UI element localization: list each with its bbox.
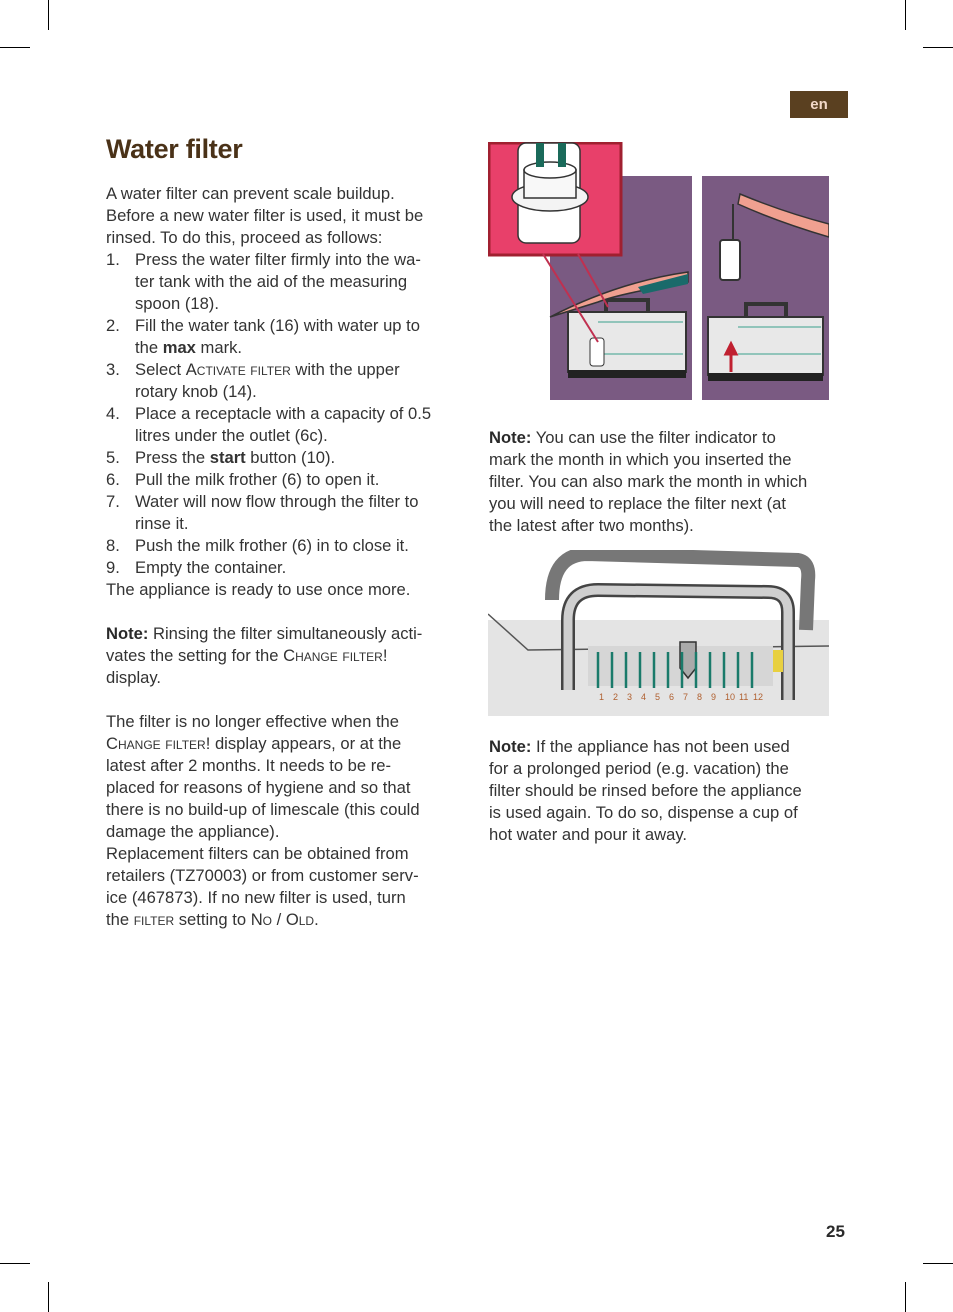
paragraph-text: ice (467873). If no new filter is used, turn (106, 888, 406, 907)
step-item (106, 535, 468, 557)
filter-month-indicator-illustration (488, 550, 829, 716)
step-text: Place a receptacle with a capacity of 0.5 (135, 404, 432, 423)
note-text: you will need to replace the filter next (at (489, 494, 787, 513)
note-text: mark the month in which you inserted the (489, 450, 792, 469)
setting-value: No / Old (250, 910, 315, 929)
note-text: If the appliance has not been used (531, 737, 790, 756)
step-text: litres under the outlet (6c). (135, 426, 328, 445)
crop-mark (48, 0, 49, 30)
step-number: 6. (106, 470, 120, 489)
note-label: Note: (106, 624, 149, 643)
crop-mark (0, 47, 30, 48)
step-number: 4. (106, 404, 120, 423)
note-text: filter should be rinsed before the appliance (489, 781, 802, 800)
step-text: Select (135, 360, 186, 379)
step-item (106, 469, 468, 491)
step-text: ter tank with the aid of the measuring (135, 272, 408, 291)
note-text: display. (106, 668, 162, 687)
rinse-steps-list (106, 249, 468, 579)
display-message-name: Change filter! (283, 646, 388, 665)
crop-mark (923, 1263, 953, 1264)
note-text: the latest after two months). (489, 516, 694, 535)
step-text: Press the (135, 448, 210, 467)
language-tab: en (790, 91, 848, 118)
step-item (106, 403, 468, 447)
display-setting-name: Activate filter (185, 360, 291, 379)
step-text: button (10). (245, 448, 336, 467)
step-item (106, 249, 468, 315)
paragraph-text: placed for reasons of hygiene and so that (106, 778, 411, 797)
water-tank-left (568, 300, 686, 378)
step-number: 3. (106, 360, 120, 379)
step-item (106, 359, 468, 403)
note-text: for a prolonged period (e.g. vacation) the (489, 759, 789, 778)
month-label: 8 (697, 692, 703, 702)
step-number: 8. (106, 536, 120, 555)
replacement-paragraph (106, 843, 468, 931)
crop-mark (923, 47, 953, 48)
note-label: Note: (489, 428, 532, 447)
step-text: spoon (18). (135, 294, 219, 313)
month-label: 1 (599, 692, 605, 702)
step-text: Pull the milk frother (6) to open it. (135, 470, 380, 489)
step-item (106, 315, 468, 359)
step-number: 9. (106, 558, 120, 577)
month-label: 7 (683, 692, 689, 702)
note-text: You can use the filter indicator to (531, 428, 776, 447)
note-label: Note: (489, 737, 532, 756)
month-label: 10 (725, 692, 736, 702)
month-label: 6 (669, 692, 675, 702)
step-text: rinse it. (135, 514, 189, 533)
filter-insertion-illustration (488, 142, 829, 400)
step-text: Water will now flow through the filter to (135, 492, 419, 511)
intro-line: Before a new water filter is used, it must be (106, 206, 424, 225)
crop-mark (48, 1282, 49, 1312)
paragraph-text: setting to (174, 910, 251, 929)
setting-name: filter (133, 910, 175, 929)
step-text: mark. (195, 338, 243, 357)
step-text: Push the milk frother (6) in to close it. (135, 536, 409, 555)
note-text: vates the setting for the (106, 646, 284, 665)
month-label: 9 (711, 692, 717, 702)
water-filter-illustration (720, 240, 740, 280)
step-number: 1. (106, 250, 120, 269)
step-keyword: start (209, 448, 246, 467)
month-label: 2 (613, 692, 619, 702)
step-item (106, 491, 468, 535)
paragraph-text: retailers (TZ70003) or from customer serv- (106, 866, 419, 885)
crop-mark (905, 0, 906, 30)
note-text: filter. You can also mark the month in which (489, 472, 808, 491)
month-label: 3 (627, 692, 633, 702)
step-number: 5. (106, 448, 120, 467)
display-message-name: Change filter! (106, 734, 211, 753)
paragraph-text: the (106, 910, 134, 929)
step-item (106, 557, 468, 579)
note-rinsing (106, 623, 468, 689)
paragraph-text: there is no build-up of limescale (this could (106, 800, 420, 819)
month-label: 4 (641, 692, 647, 702)
step-text: rotary knob (14). (135, 382, 257, 401)
note-text: is used again. To do so, dispense a cup of (489, 803, 798, 822)
left-column (106, 183, 468, 931)
step-keyword: max (162, 338, 196, 357)
step-text: Press the water filter firmly into the wa- (135, 250, 421, 269)
note-text: hot water and pour it away. (489, 825, 688, 844)
month-label: 12 (753, 692, 764, 702)
intro-line: rinsed. To do this, proceed as follows: (106, 228, 383, 247)
ready-text: The appliance is ready to use once more. (106, 580, 411, 599)
step-number: 7. (106, 492, 120, 511)
month-label: 11 (739, 692, 749, 702)
step-item (106, 447, 468, 469)
paragraph-text: . (314, 910, 319, 929)
page-number: 25 (826, 1222, 845, 1241)
paragraph-text: latest after 2 months. It needs to be re- (106, 756, 392, 775)
paragraph-text: The filter is no longer effective when the (106, 712, 400, 731)
step-text: Fill the water tank (16) with water up to (135, 316, 420, 335)
step-number: 2. (106, 316, 120, 335)
section-title: Water filter (106, 134, 243, 164)
step-text: the (135, 338, 163, 357)
crop-mark (0, 1263, 30, 1264)
note-filter-indicator (489, 427, 849, 537)
note-text: Rinsing the filter simultaneously acti- (148, 624, 423, 643)
note-prolonged-disuse (489, 736, 849, 846)
step-text: Empty the container. (135, 558, 287, 577)
paragraph-text: Replacement filters can be obtained from (106, 844, 409, 863)
month-label: 5 (655, 692, 661, 702)
paragraph-text: display appears, or at the (210, 734, 402, 753)
step-text: with the upper (290, 360, 400, 379)
filter-effectiveness-paragraph (106, 711, 468, 843)
paragraph-text: damage the appliance). (106, 822, 280, 841)
crop-mark (905, 1282, 906, 1312)
intro-line: A water filter can prevent scale buildup. (106, 184, 395, 203)
